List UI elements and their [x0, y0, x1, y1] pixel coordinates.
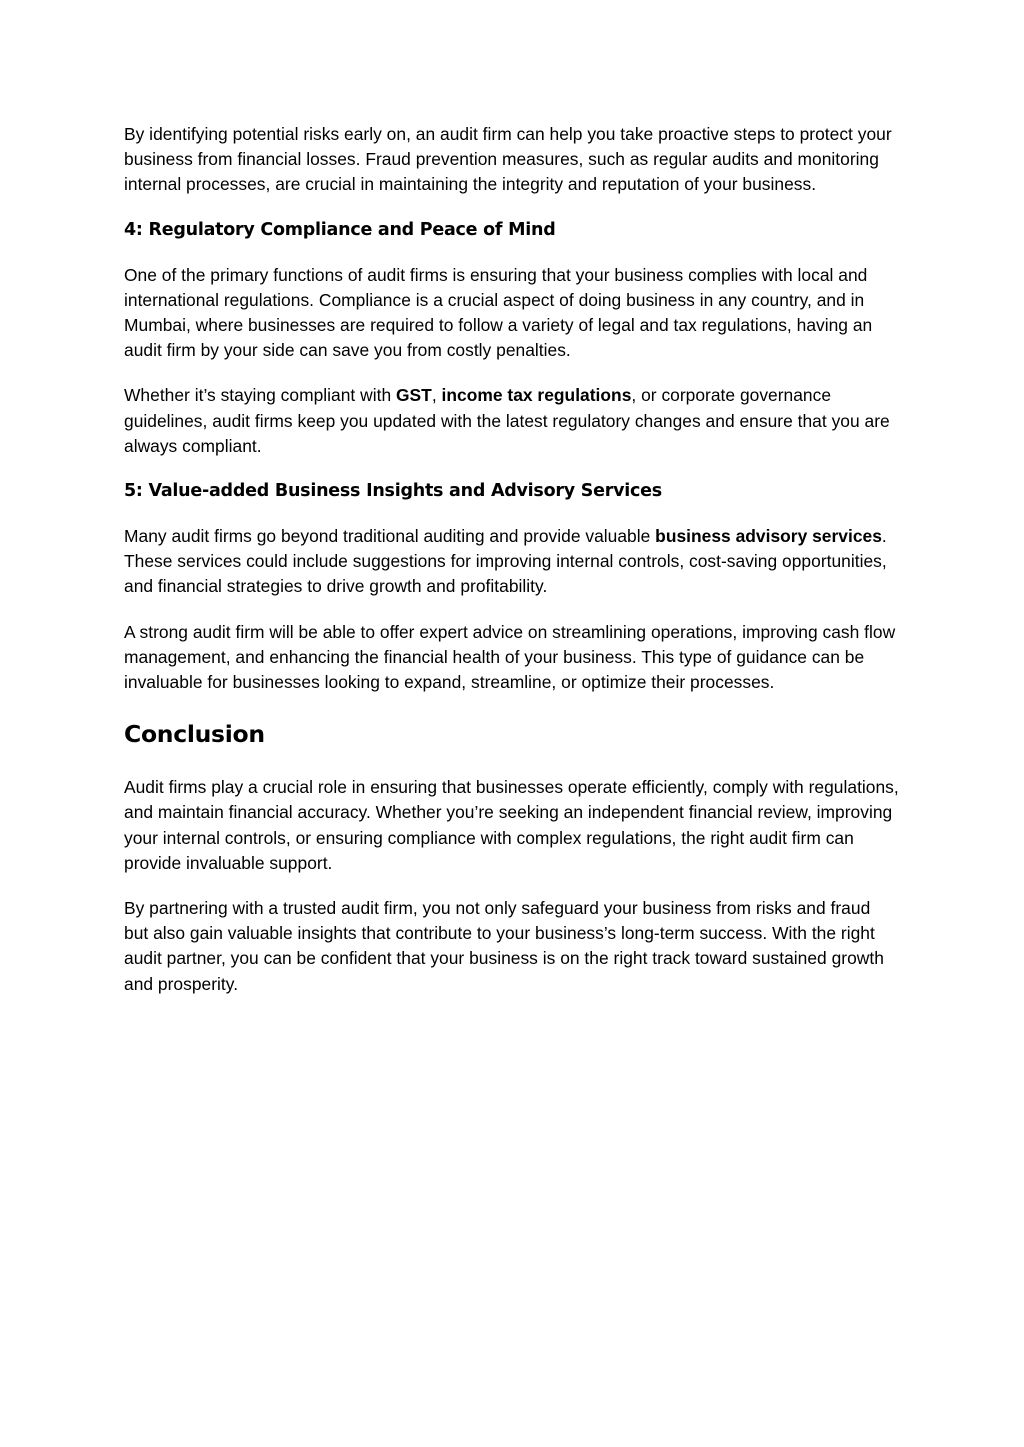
intro-paragraph: By identifying potential risks early on, an audit firm can help you take proactive steps to protect your business from financial losses. Fraud prevention measures, such as regular audits and monitoring internal processes, are crucial in maintaining the integrity and reputation of your business. [124, 124, 892, 195]
conclusion-paragraph-1: Audit firms play a crucial role in ensuring that businesses operate efficiently, comply with regulations, and maintain financial accuracy. Whether you’re seeking an independent financial review, improving your internal controls, or ensuring compliance with complex regulations, the right audit firm can provide invaluable support. [124, 777, 899, 873]
text-run: . These services could include suggestions for improving internal controls, cost-saving opportunities, and financial strategies to drive growth and profitability. [124, 526, 887, 597]
text-run: Whether it’s staying compliant with [124, 385, 396, 406]
section-4-paragraph-2 [124, 383, 899, 459]
section-5-heading: 5: Value-added Business Insights and Advisory Services [124, 481, 662, 502]
bold-income-tax-regulations: income tax regulations [441, 385, 632, 406]
document-body [124, 122, 899, 1017]
bold-gst: GST [396, 385, 432, 406]
bold-business-advisory-services: business advisory services [655, 526, 882, 547]
section-5-paragraph-1 [124, 524, 899, 600]
text-run: Many audit firms go beyond traditional auditing and provide valuable [124, 526, 656, 547]
section-5-paragraph-2: A strong audit firm will be able to offer expert advice on streamlining operations, improving cash flow management, and enhancing the financial health of your business. This type of guidance can be invaluable for businesses looking to expand, streamline, or optimize their processes. [124, 621, 896, 693]
conclusion-paragraph-2: By partnering with a trusted audit firm, you not only safeguard your business from risks and fraud but also gain valuable insights that contribute to your business’s long-term success. With the right audit partner, you can be confident that your business is on the right track toward sustained growth and prosperity. [124, 898, 884, 994]
section-4-heading: 4: Regulatory Compliance and Peace of Mind [124, 219, 556, 240]
conclusion-heading: Conclusion [124, 720, 265, 749]
text-run: , [431, 385, 442, 406]
section-4-paragraph-1: One of the primary functions of audit firms is ensuring that your business complies with local and international regulations. Compliance is a crucial aspect of doing business in any country, and in Mumbai, where businesses are required to follow a variety of legal and tax regulations, having an audit firm by your side can save you from costly penalties. [124, 264, 873, 361]
text-run: , or corporate governance guidelines, audit firms keep you updated with the latest regulatory changes and ensure that you are always compliant. [124, 385, 890, 456]
